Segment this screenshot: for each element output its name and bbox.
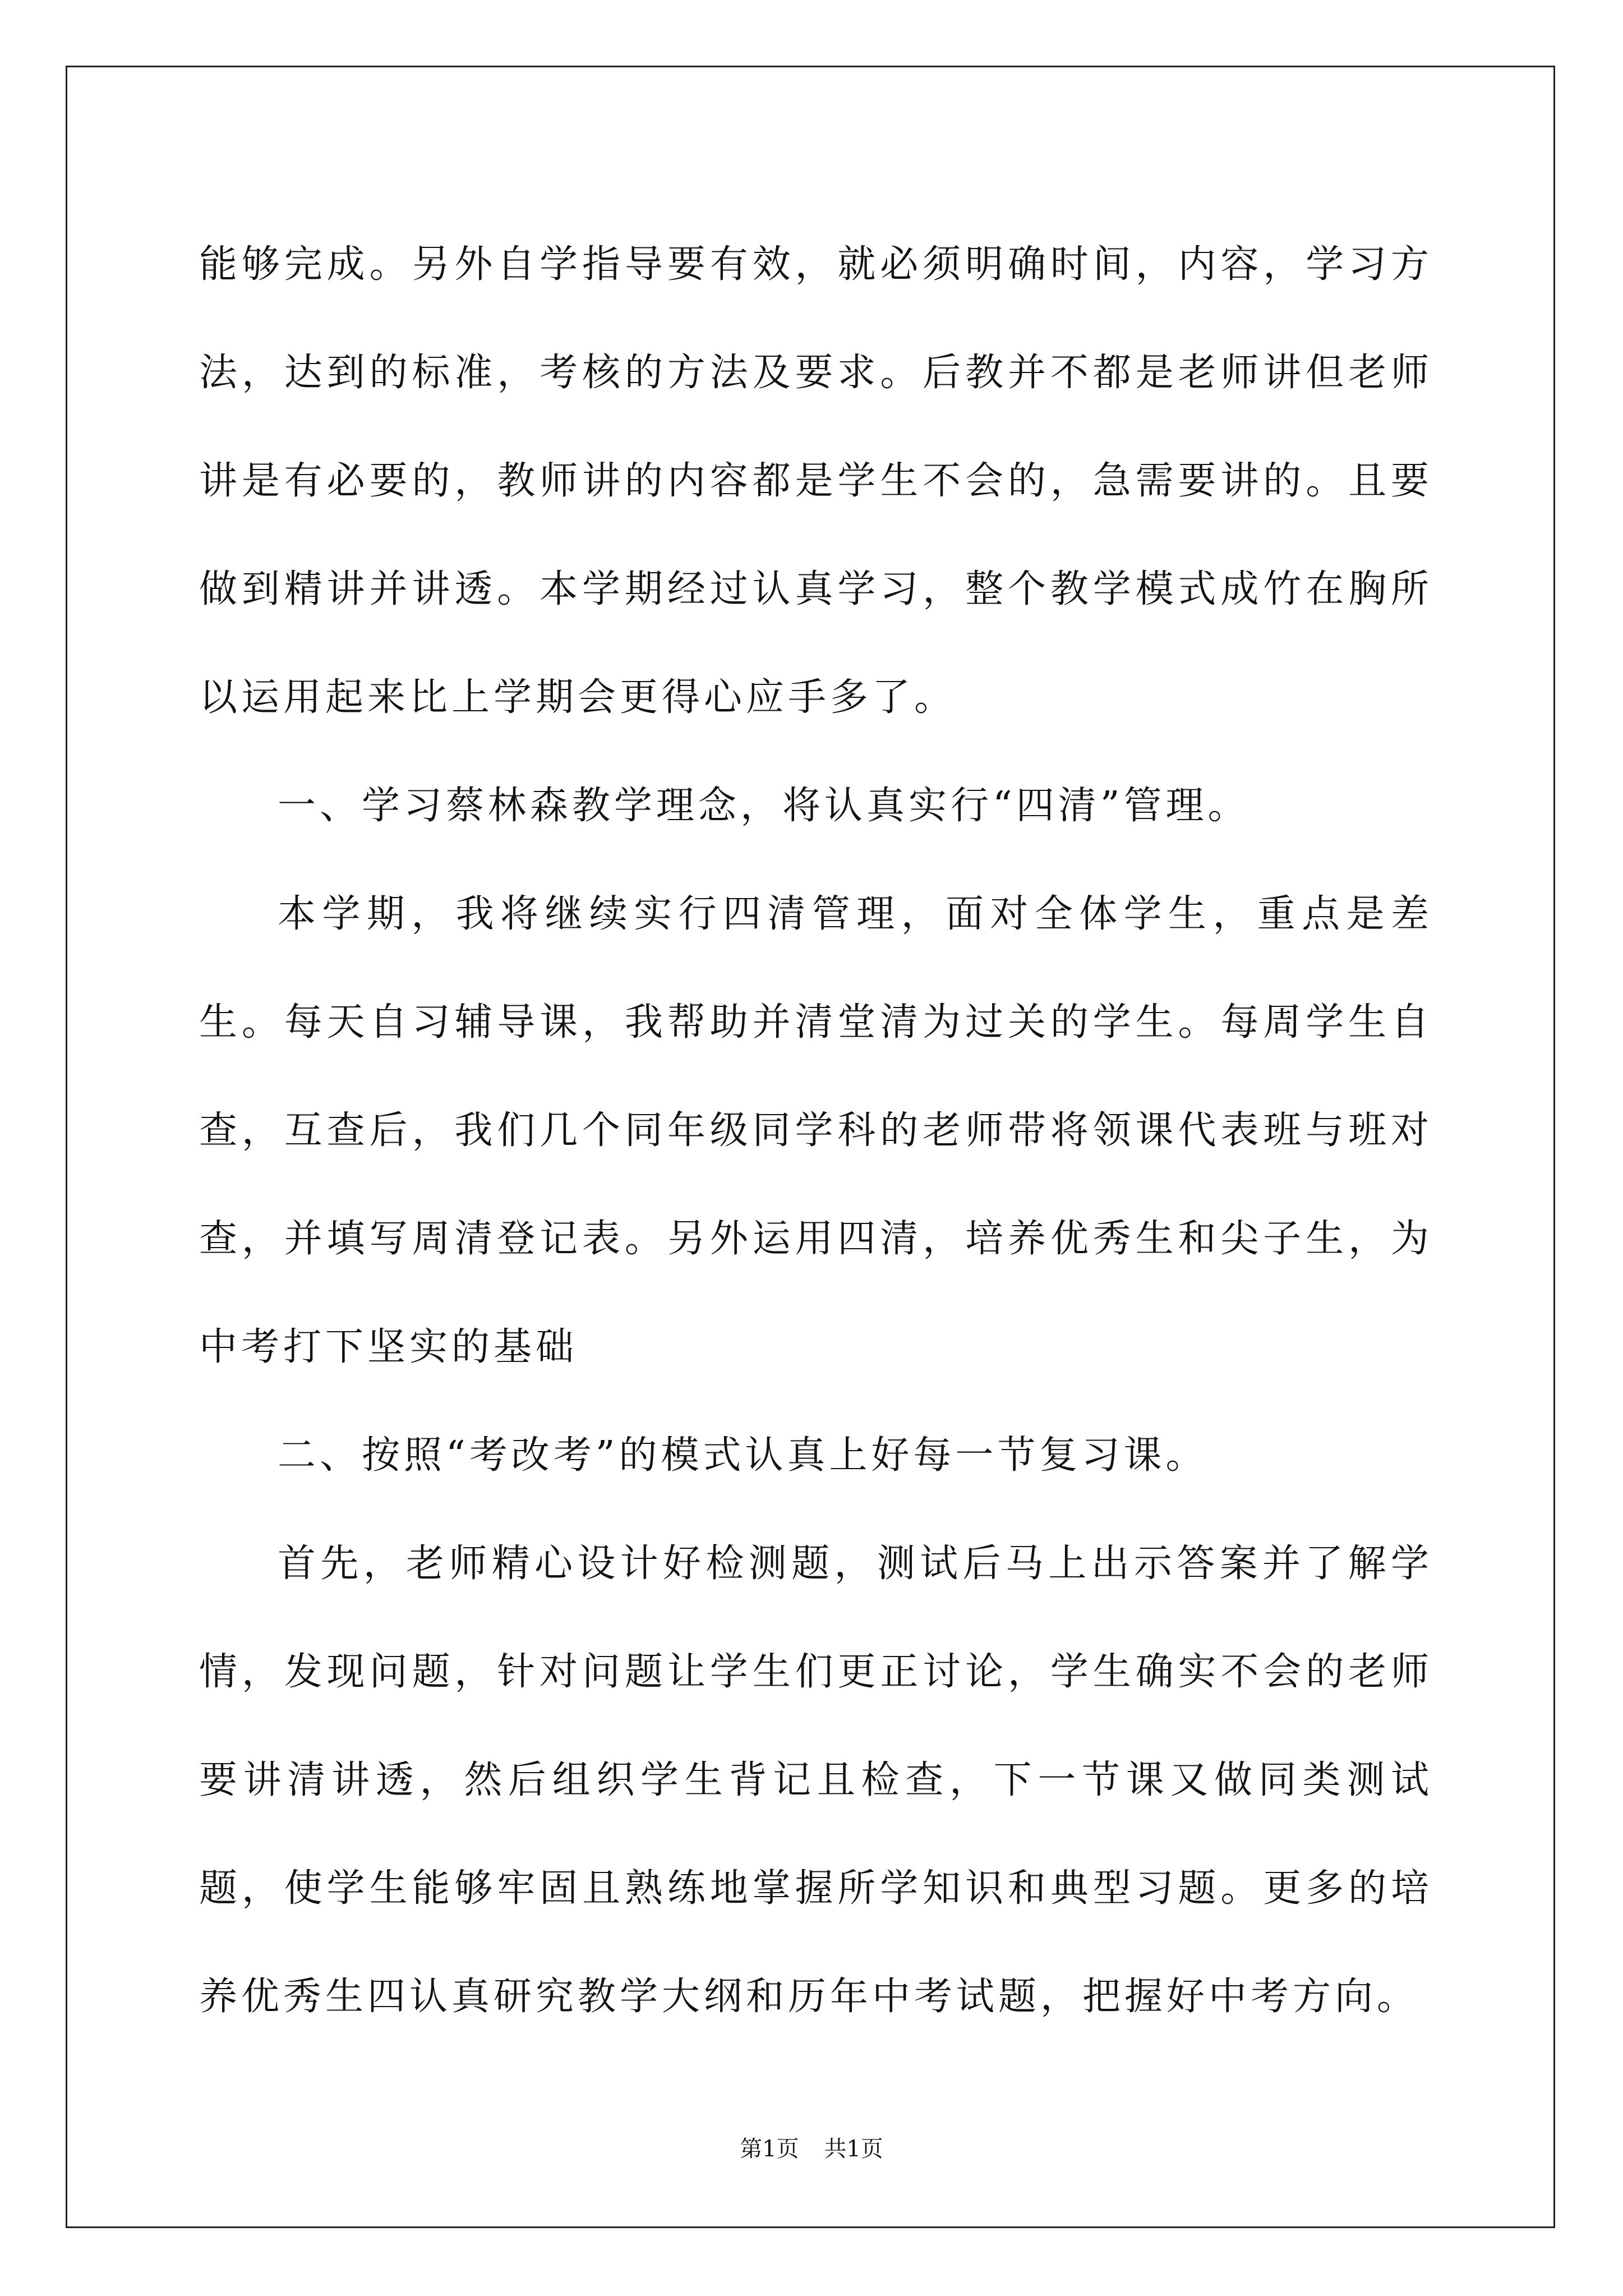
paragraph-2: 本学期，我将继续实行四清管理，面对全体学生，重点是差生。每天自习辅导课，我帮助并清堂清为过关的学生。每周学生自查，互查后，我们几个同年级同学科的老师带将领课代表班与班对查，并填写周清登记表。另外运用四清，培养优秀生和尖子生，为中考打下坚实的基础 [199, 892, 1433, 1369]
document-body [199, 210, 1433, 2051]
page-number-total: 共1页 [824, 2136, 883, 2162]
paragraph-1: 能够完成。另外自学指导要有效，就必须明确时间，内容，学习方法，达到的标准，考核的方法及要求。后教并不都是老师讲但老师讲是有必要的，教师讲的内容都是学生不会的，急需要讲的。且要做到精讲并讲透。本学期经过认真学习，整个教学模式成竹在胸所以运用起来比上学期会更得心应手多了。 [199, 242, 1433, 720]
paragraph-3: 首先，老师精心设计好检测题，测试后马上出示答案并了解学情，发现问题，针对问题让学生们更正讨论，学生确实不会的老师要讲清讲透，然后组织学生背记且检查，下一节课又做同类测试题，使学生能够牢固且熟练地掌握所学知识和典型习题。更多的培养优秀生四认真研究教学大纲和历年中考试题，把握好中考方向。 [199, 1542, 1433, 2019]
page-number-current: 第1页 [740, 2136, 799, 2162]
section-heading-1: 一、学习蔡林森教学理念，将认真实行“四清”管理。 [278, 784, 1250, 828]
page-footer [0, 2135, 1623, 2163]
section-heading-2: 二、按照“考改考”的模式认真上好每一节复习课。 [278, 1433, 1208, 1478]
